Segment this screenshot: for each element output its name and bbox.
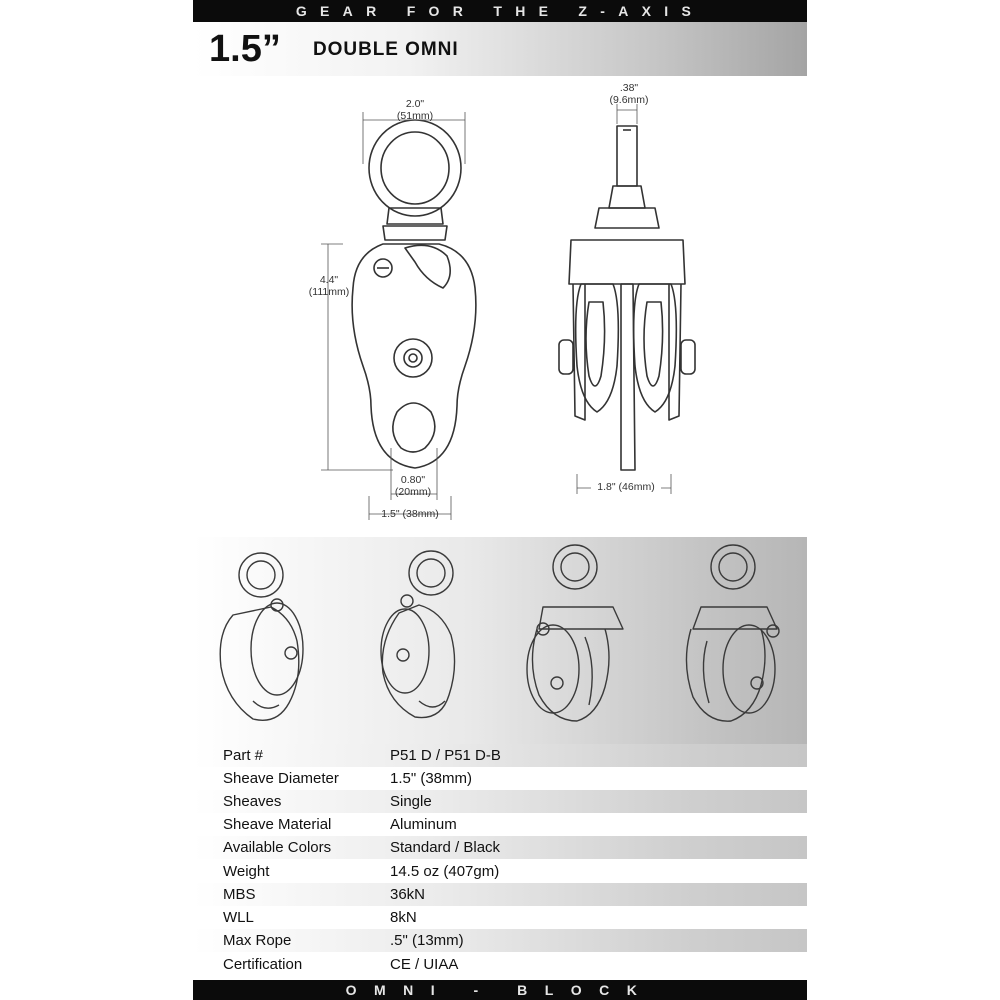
front-view	[352, 120, 476, 468]
side-width-label: 1.8" (46mm)	[591, 481, 661, 493]
side-thickness-mm-label: (9.6mm)	[609, 94, 649, 106]
top-tagline: GEAR FOR THE Z-AXIS	[295, 3, 705, 19]
spec-value: 14.5 oz (407gm)	[390, 863, 500, 880]
spec-label: Max Rope	[223, 932, 292, 949]
drawing-svg	[193, 76, 807, 536]
table-row	[193, 744, 807, 767]
spec-value: Single	[390, 793, 432, 810]
side-thickness-label: .38"	[619, 82, 639, 94]
spec-label: MBS	[223, 886, 256, 903]
front-width-label: 2.0"	[405, 98, 425, 110]
title-size: 1.5”	[209, 28, 281, 70]
front-width-dimension	[385, 98, 445, 122]
spec-label: WLL	[223, 909, 254, 926]
spec-label: Sheaves	[223, 793, 282, 810]
bottom-banner	[193, 980, 807, 1000]
table-row	[193, 813, 807, 836]
spec-label: Certification	[223, 956, 303, 973]
spec-value: 1.5" (38mm)	[390, 770, 473, 787]
spec-value: P51 D / P51 D-B	[390, 747, 501, 764]
spec-label: Weight	[223, 863, 270, 880]
iso-view-4	[686, 545, 779, 721]
eye-width-dimension	[383, 474, 443, 498]
table-row	[193, 836, 807, 859]
bottom-tagline: OMNI - BLOCK	[345, 982, 655, 998]
spec-table	[193, 744, 807, 978]
spec-value: Standard / Black	[390, 839, 501, 856]
isometric-svg	[193, 537, 807, 744]
table-row	[193, 860, 807, 883]
title-product: DOUBLE OMNI	[313, 39, 459, 60]
product-sheet	[193, 0, 807, 1000]
table-row	[193, 906, 807, 929]
iso-view-1	[220, 553, 303, 720]
spec-value: CE / UIAA	[390, 956, 459, 973]
technical-drawing	[193, 76, 807, 536]
iso-view-2	[381, 551, 455, 718]
front-width-mm-label: (51mm)	[396, 110, 434, 122]
table-row	[193, 883, 807, 906]
front-height-label: 4.4"	[319, 274, 339, 286]
top-banner	[193, 0, 807, 22]
spec-label: Sheave Diameter	[223, 770, 339, 787]
side-view	[559, 126, 695, 470]
spec-value: 8kN	[390, 909, 417, 926]
title-bar	[193, 22, 807, 76]
table-row	[193, 790, 807, 813]
front-height-dimension	[301, 274, 357, 298]
spec-label: Sheave Material	[223, 816, 332, 833]
iso-view-3	[527, 545, 623, 721]
eye-width-label: 0.80"	[400, 474, 426, 486]
table-row	[193, 767, 807, 790]
eye-width-mm-label: (20mm)	[394, 486, 432, 498]
front-height-mm-label: (111mm)	[308, 286, 350, 298]
table-row	[193, 929, 807, 952]
isometric-views	[193, 537, 807, 744]
spec-value: Aluminum	[390, 816, 457, 833]
base-width-label: 1.5" (38mm)	[381, 508, 439, 520]
spec-label: Available Colors	[223, 839, 332, 856]
spec-value: .5" (13mm)	[390, 932, 464, 949]
spec-label: Part #	[223, 747, 264, 764]
table-row	[193, 953, 807, 976]
side-thickness-dimension	[601, 82, 657, 106]
spec-value: 36kN	[390, 886, 426, 903]
